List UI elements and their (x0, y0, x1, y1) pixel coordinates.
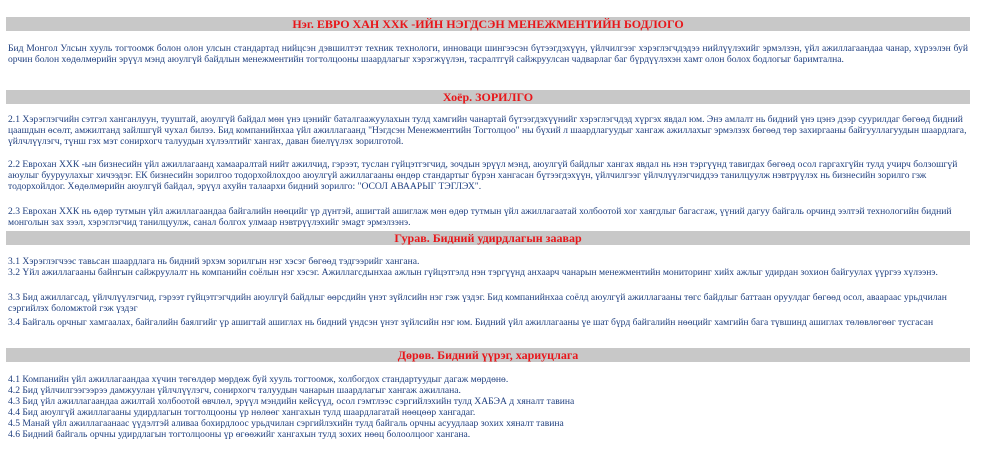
section-4-item-3: 4.3 Бид үйл ажиллагаандаа ажилтай холбоотой өвчлөл, эрүүл мэндийн кейсүүд, осол гэмтлээс сэргийлэхийн тулд ХАБЭА д хяналт тавина (8, 396, 575, 407)
section-4-heading: Дөрөв. Бидний үүрэг, хариуцлага (6, 348, 970, 362)
section-4-item-4: 4.4 Бид аюулгүй ажиллагааны удирдлагын тогтолцооны үр нөлөөг хангахын тулд шаардлагатай нөөцөөр хангадаг. (8, 407, 476, 418)
section-3-item-2: 3.2 Үйл ажиллагааны байнгын сайжруулалт нь компанийн соёлын нэг хэсэг. Ажиллагсдынхаа ажлын гүйцэтгэлд нэн тэргүүнд анхаарч чанарын менежментийн мониторинг хийх ажлыг удирдан зохион байгуулах үүргээ хүлээнэ. (8, 267, 938, 278)
section-3-item-4: 3.4 Байгаль орчныг хамгаалах, байгалийн баялгийг үр ашигтай ашиглах нь бидний үндсэн үнэт зүйлсийн нэг юм. Бидний үйл ажиллагааны үе шат бүрд байгалийн нөөцийг хамгийн бага түвшинд ашиглах төлөвлөгөөг тусгасан (8, 317, 934, 328)
section-2-paragraph-1: 2.1 Хэрэглэгчийн сэтгэл ханганлуун, тууштай, аюулгүй байдал мөн үнэ цэнийг баталгаажуулахын тулд хамгийн чанартай бүтээгдэхүүнийг хэрэглэгчдэд хүргэх явдал юм. Энэ амлалт нь бидний үнэ цэнэ дээр суурилдаг бөгөөд бидний цаашдын өсөлт, амжилтанд зайлшгүй чухал билээ. Бид компанийнхаа үйл ажиллагаанд "Нэгдсэн Менежментийн Тогтолцоо" ны бүхий л шаардлагуудыг хангаж ажиллахыг эрмэлзэх бөгөөд төр захиргааны байгууллагуудын шаардлага, үйлчлүүлэгч, түнш гэх мэт сонирхогч талуудын хүлээлтийг хангах, даван биелүүлэх зорилготой. (8, 114, 967, 147)
section-1-heading: Нэг. ЕВРО ХАН ХХК -ИЙН НЭГДСЭН МЕНЕЖМЕНТИЙН БОДЛОГО (6, 17, 970, 31)
section-2-paragraph-3: 2.3 Евроxан ХХК нь өдөр тутмын үйл ажиллагаандаа байгалийн нөөцийг үр дүнтэй, ашигтай ашиглаж мөн өдөр тутмын үйл ажиллагаатай холбоотой хог хаягдлыг багасгаж, үүний дагуу байгаль орчинд ээлтэй технологийн бидний монголын зах зээл, хэрэглэгчид танилцуулж, санал болгох улмаар нэвтрүүлэхийг эмаgт эрмэлзэнэ. (8, 206, 952, 228)
section-2-heading: Хоёр. ЗОРИЛГО (6, 90, 970, 104)
section-4-item-5: 4.5 Манай үйл ажиллагаанаас үүдэлтэй аливаа бохирдлоос урьдчилан сэргийлэхийн тулд байгаль орчны асуудлаар зохих хяналт тавина (8, 418, 564, 429)
section-3-item-1: 3.1 Хэрэглэгчээс тавьсан шаардлага нь бидний эрхэм зорилгын нэг хэсэг бөгөөд тэдгээрийг хангана. (8, 256, 420, 267)
section-2-paragraph-2: 2.2 Евроxан ХХК -ын бизнесийн үйл ажиллагаанд хамааралтай нийт ажилчид, гэрээт, туслан гүйцэтгэгчид, зочдын эрүүл мэнд, аюулгүй байдлыг хангах явдал нь нэн тэргүүнд тавигдах бөгөөд осол гаргахгүйн тулд учирч болзошгүй аюулыг бууруулахыг хичээдэг. ЕК бизнесийн зорилгоо тодорхойлохдоо аюулгүй ажиллагааны өндөр стандартыг бүрэн хангасан бүтээгдэхүүн, үйлчилгээг үйлчлүүлэгчиддээ танилцуулж нэвтрүүлэх нь бизнесийн зорилго гэж тодорхойлдог. Хөдөлмөрийн аюулгүй байдал, эрүүл ахуйн талаархи бидний зорилго: "ОСОЛ АВААРЫГ ТЭГЛЭХ". (8, 159, 958, 192)
section-4-item-1: 4.1 Компанийн үйл ажиллагаандаа хүчин төгөлдөр мөрдөж буй хууль тогтоомж, холбогдох стандартуудыг дагаж мөрдөнө. (8, 374, 509, 385)
section-3-heading: Гурав. Бидний удирдлагын заавар (6, 231, 970, 245)
section-4-item-6: 4.6 Бидний байгаль орчны удирдлагын тогтолцооны үр өгөөжийг хангахын тулд зохих нөөц болоолцоог хангана. (8, 429, 471, 440)
section-4-item-2: 4.2 Бид үйлчилгээгээрээ дамжуулан үйлчлүүлэгч, сонирхогч талуудын чанарын шаардлагыг хангаж ажиллана. (8, 385, 461, 396)
section-1-paragraph: Бид Монгол Улсын хууль тогтоомж болон олон улсын стандартад нийцсэн дэвшилтэт техник технологи, инноваци шингээсэн бүтээгдэхүүн, үйлчилгээг хэрэглэгчдэдээ нийлүүлэхийг эрмэлзэн, үйл ажиллагаандаа чанар, хүрээлэн буй орчин болон хөдөлмөрийн эрүүл мэнд аюулгүй байдлын менежментийн тогтолцооны шаардлагыг хэрэгжүүлэн, тасралтгүй сайжруулсан чадварлаг баг бүрдүүлэхэн хамт олон болох бодлогыг баримтална. (8, 43, 968, 65)
section-3-item-3: 3.3 Бид ажиллагсад, үйлчлүүлэгчид, гэрээт гүйцэтгэгчдийн аюулгүй байдлыг өөрсдийн үнэт зүйлсийн нэг гэж үздэг. Бид компанийнхаа соёлд аюулгүй ажиллагааны төгс байдлыг баттаан оруулдаг бөгөөд осол, аваараас урьдчилан сэргийлэх боломжтой гэж үздэг (8, 292, 947, 314)
